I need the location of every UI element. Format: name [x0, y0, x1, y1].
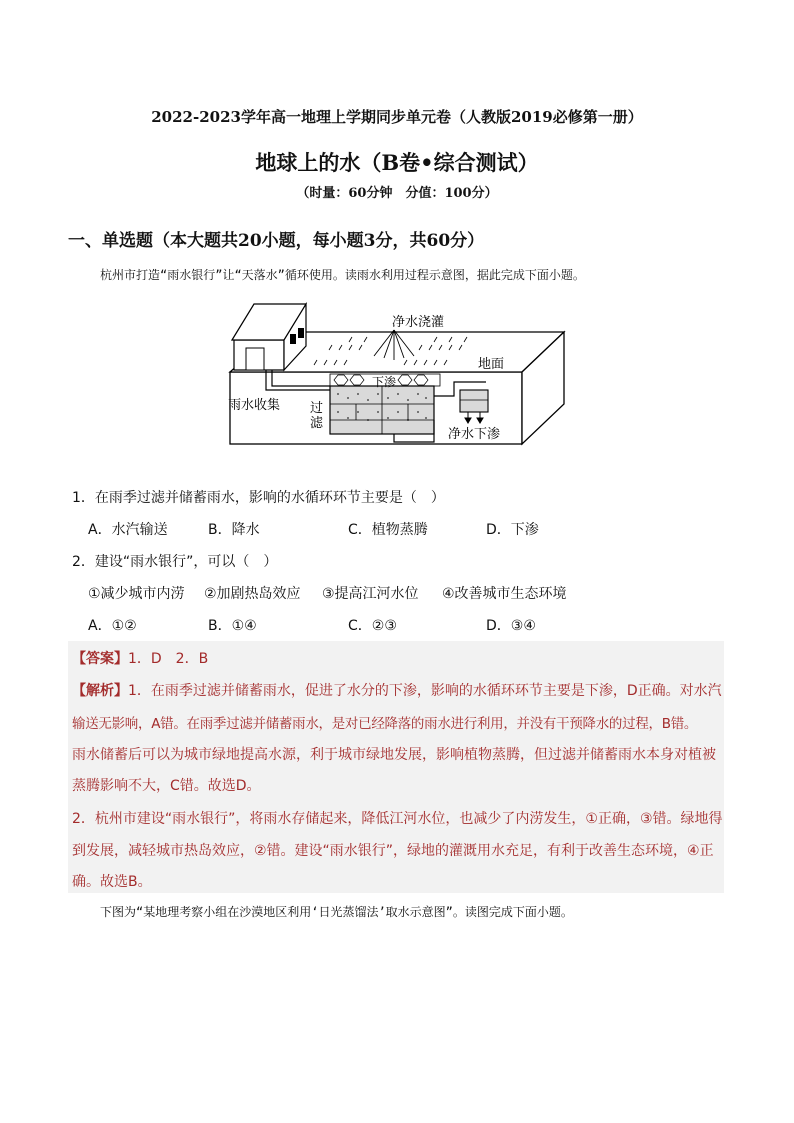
question-2-statement-3: ③提高江河水位	[322, 586, 419, 602]
exam-subtitle: （时量：60分钟 分值：100分）	[296, 186, 498, 201]
question-1-option-b[interactable]: B．降水	[208, 522, 260, 538]
label-filter-1: 过	[310, 401, 324, 416]
label-clean-seepage: 净水下渗	[448, 427, 501, 442]
analysis-line-3: 雨水储蓄后可以为城市绿地提高水源，利于城市绿地发展，影响植物蒸腾，但过滤并储蓄雨水本身对植被	[72, 747, 716, 763]
label-ground: 地面	[478, 357, 505, 372]
page-title: 地球上的水（B卷•综合测试）	[255, 150, 539, 175]
analysis-line-5: 2．杭州市建设“雨水银行”，将雨水存储起来，降低江河水位，也减少了内涝发生，①正确，③错。绿地得	[72, 811, 723, 827]
analysis-line-6: 到发展，减轻城市热岛效应，②错。建设“雨水银行”，绿地的灌溉用水充足，有利于改善生态环境，④正	[72, 843, 714, 859]
question-2-option-d[interactable]: D．③④	[486, 618, 536, 634]
question-2-statement-4: ④改善城市生态环境	[442, 586, 567, 602]
answer-line	[72, 648, 208, 668]
next-question-intro: 下图为“某地理考察小组在沙漠地区利用‘日光蒸馏法’取水示意图”。读图完成下面小题。	[100, 905, 573, 919]
label-filter-2: 滤	[310, 416, 324, 431]
question-1-option-d[interactable]: D．下渗	[486, 522, 539, 538]
question-1-option-a[interactable]: A．水汽输送	[88, 522, 168, 538]
analysis-tag: 【解析】	[72, 683, 128, 699]
question-2-statement-2: ②加剧热岛效应	[204, 586, 301, 602]
analysis-line-7: 确。故选B。	[72, 874, 152, 890]
question-2-statement-1: ①减少城市内涝	[88, 586, 185, 602]
question-2-stem: 2．建设“雨水银行”，可以（ ）	[72, 554, 278, 570]
label-seepage: 下渗	[372, 375, 397, 389]
analysis-line-2: 输送无影响，A错。在雨季过滤并储蓄雨水，是对已经降落的雨水进行利用，并没有干预降水的过程，B错。	[72, 716, 698, 732]
question-2-option-b[interactable]: B．①④	[208, 618, 257, 634]
question-2-option-c[interactable]: C．②③	[348, 618, 397, 634]
label-collection: 雨水收集	[228, 398, 281, 413]
answer-text: 1．D 2．B	[128, 651, 209, 667]
question-1-option-c[interactable]: C．植物蒸腾	[348, 522, 428, 538]
exam-header: 2022-2023学年高一地理上学期同步单元卷（人教版2019必修第一册）	[151, 108, 643, 126]
question-intro: 杭州市打造“雨水银行”让“天落水”循环使用。读雨水利用过程示意图，据此完成下面小题。	[100, 268, 585, 282]
section-heading: 一、单选题（本大题共20小题，每小题3分，共60分）	[68, 231, 485, 251]
rainwater-diagram	[224, 300, 570, 448]
analysis-line-1	[72, 680, 722, 700]
analysis-line-4: 蒸腾影响不大，C错。故选D。	[72, 778, 261, 794]
analysis-text: 1．在雨季过滤并储蓄雨水，促进了水分的下渗，影响的水循环环节主要是下渗，D正确。对水汽	[128, 683, 722, 699]
answer-tag: 【答案】	[72, 651, 128, 667]
question-2-option-a[interactable]: A．①②	[88, 618, 137, 634]
label-irrigation: 净水浇灌	[392, 315, 445, 330]
question-1-stem: 1．在雨季过滤并储蓄雨水，影响的水循环环节主要是（ ）	[72, 490, 445, 506]
